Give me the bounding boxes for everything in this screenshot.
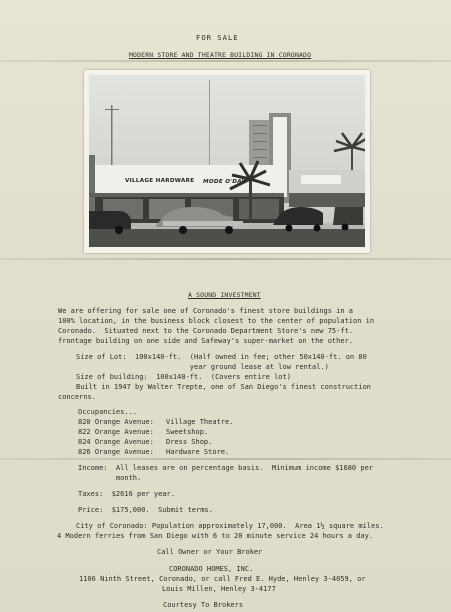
- section-heading: A SOUND INVESTMENT: [188, 291, 261, 299]
- income-line: Income: All leases are on percentage basis. Minimum income $1680 per: [78, 464, 374, 472]
- paper-fold-line: [0, 258, 451, 260]
- contact-line: 1106 Ninth Street, Coronado, or call Fred E. Hyde, Henley 3-4059, or: [79, 575, 366, 583]
- intro-line: Coronado. Situated next to the Coronado Department Store's new 75-ft.: [58, 327, 354, 335]
- occupancy-address: 820 Orange Avenue:: [78, 418, 154, 426]
- contact-line: Louis Millen, Henley 3-4177: [162, 585, 276, 593]
- lot-size-line: year ground lease at low rental.): [76, 363, 329, 371]
- storefront-photo-image: [89, 75, 365, 247]
- intro-line: frontage building on one side and Safeway's super-market on the other.: [58, 337, 354, 345]
- occupancy-address: 824 Orange Avenue:: [78, 438, 154, 446]
- lot-size-line: Size of Lot: 100x140-ft. (Half owned in fee; other 50x140-ft. on 80: [76, 353, 367, 361]
- call-line: Call Owner or Your Broker: [157, 548, 263, 556]
- company-name: CORONADO HOMES, INC.: [169, 565, 254, 573]
- city-line: 4 Modern ferries from San Diego with 6 to 20 minute service 24 hours a day.: [57, 532, 374, 540]
- intro-line: 100% location, in the business block closest to the center of population in: [58, 317, 375, 325]
- occupancy-address: 826 Orange Avenue:: [78, 448, 154, 456]
- dress-shop-sign: MODE O'DAY: [203, 179, 246, 185]
- page-title: FOR SALE: [196, 33, 239, 42]
- photo-mount: [84, 70, 370, 253]
- built-line: concerns.: [58, 393, 96, 401]
- courtesy-line: Courtesy To Brokers: [163, 601, 244, 609]
- building-size-line: Size of building: 100x140-ft. (Covers entire lot): [76, 373, 291, 381]
- income-line: month.: [78, 474, 142, 482]
- taxes-line: Taxes: $2616 per year.: [78, 490, 175, 498]
- paper-fold-line: [0, 60, 451, 62]
- intro-line: We are offering for sale one of Coronado's finest store buildings in a: [58, 307, 354, 315]
- occupancies-label: Occupancies...: [78, 408, 138, 416]
- occupancy-tenant: Village Theatre.: [166, 418, 234, 426]
- hardware-store-sign: VILLAGE HARDWARE: [125, 178, 195, 184]
- occupancy-tenant: Hardware Store.: [166, 448, 230, 456]
- occupancy-address: 822 Orange Avenue:: [78, 428, 154, 436]
- paper-fold-line: [0, 458, 451, 460]
- city-line: City of Coronado: Population approximately 17,000. Area 1½ square miles.: [76, 522, 384, 530]
- occupancy-tenant: Sweetshop.: [166, 428, 209, 436]
- occupancy-tenant: Dress Shop.: [166, 438, 213, 446]
- built-line: Built in 1947 by Walter Trepte, one of San Diego's finest construction: [76, 383, 372, 391]
- price-line: Price: $175,000. Submit terms.: [78, 506, 213, 514]
- page-subtitle: MODERN STORE AND THEATRE BUILDING IN CORONADO: [129, 51, 312, 59]
- storefront-photo: [89, 75, 365, 247]
